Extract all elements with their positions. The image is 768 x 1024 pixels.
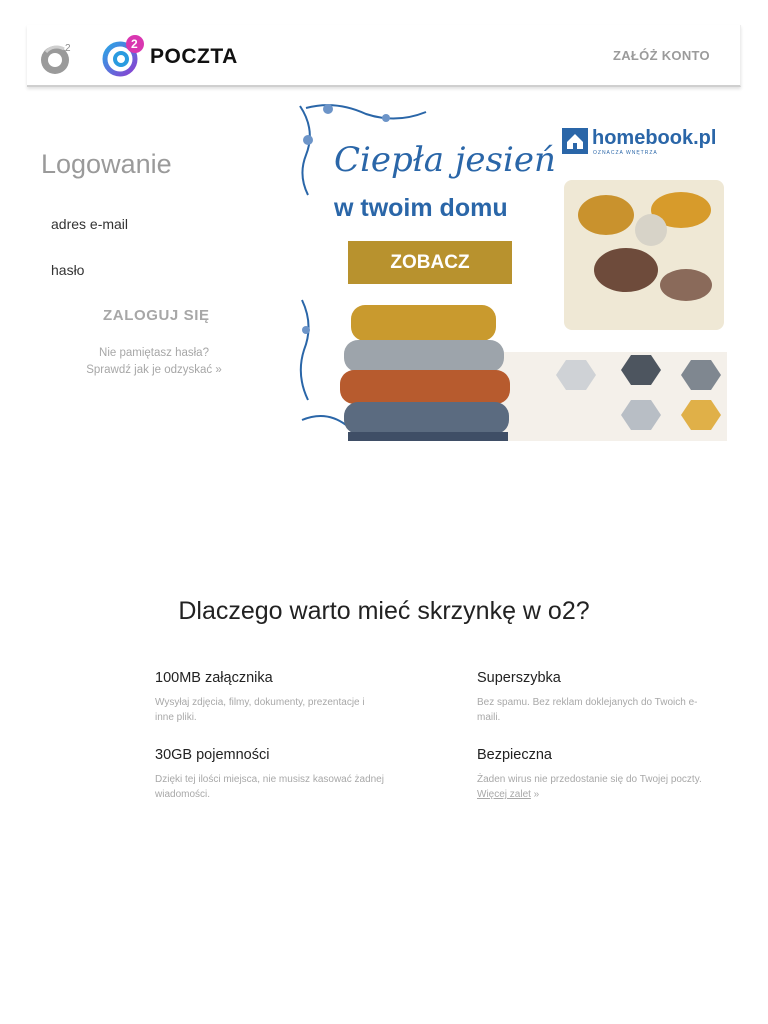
feature-text <box>477 772 707 802</box>
signup-link[interactable]: ZAŁÓŻ KONTO <box>613 48 710 63</box>
feature-attachments <box>155 670 385 725</box>
svg-text:2: 2 <box>131 37 138 51</box>
ad-cta-button[interactable]: ZOBACZ <box>348 241 512 284</box>
o2-logo-icon[interactable] <box>40 40 76 76</box>
forgot-question: Nie pamiętasz hasła? <box>99 347 209 359</box>
brand-name: POCZTA <box>150 45 238 68</box>
feature-title: Bezpieczna <box>477 747 552 763</box>
password-field[interactable]: hasło <box>51 262 85 278</box>
login-title: Logowanie <box>41 149 172 179</box>
feature-text: Bez spamu. Bez reklam doklejanych do Twoich e-maili. <box>477 697 698 723</box>
ad-headline-1: Ciepła jesień <box>334 140 556 180</box>
ad-banner[interactable] <box>296 100 727 441</box>
link-suffix: » <box>530 789 540 800</box>
feature-title: Superszybka <box>477 670 561 686</box>
ad-headline-2: w twoim domu <box>334 194 508 222</box>
feature-title: 30GB pojemności <box>155 747 270 763</box>
ad-brand-name: homebook.pl <box>592 127 717 149</box>
email-field[interactable]: adres e-mail <box>51 216 129 232</box>
login-button[interactable]: ZALOGUJ SIĘ <box>103 307 210 324</box>
recover-password-link[interactable]: Sprawdź jak je odzyskać » <box>86 364 222 376</box>
feature-text-body: Żaden wirus nie przedostanie się do Twojej poczty. <box>477 774 702 785</box>
why-title: Dlaczego warto mieć skrzynkę w o2? <box>178 597 590 625</box>
feature-storage <box>155 747 385 802</box>
feature-secure <box>477 747 707 802</box>
ad-brand-tag: OZNACZA WNĘTRZA <box>593 150 658 156</box>
forgot-password <box>60 345 248 379</box>
top-header <box>27 25 741 87</box>
feature-text: Wysyłaj zdjęcia, filmy, dokumenty, prezentacje i inne pliki. <box>155 697 365 723</box>
more-advantages-link[interactable]: Więcej zalet <box>477 789 531 800</box>
poczta-logo-icon[interactable] <box>100 32 148 80</box>
feature-text: Dzięki tej ilości miejsca, nie musisz kasować żadnej wiadomości. <box>155 774 384 800</box>
feature-title: 100MB załącznika <box>155 670 273 686</box>
feature-fast <box>477 670 707 725</box>
svg-text:2: 2 <box>65 43 71 54</box>
house-icon <box>562 128 588 154</box>
